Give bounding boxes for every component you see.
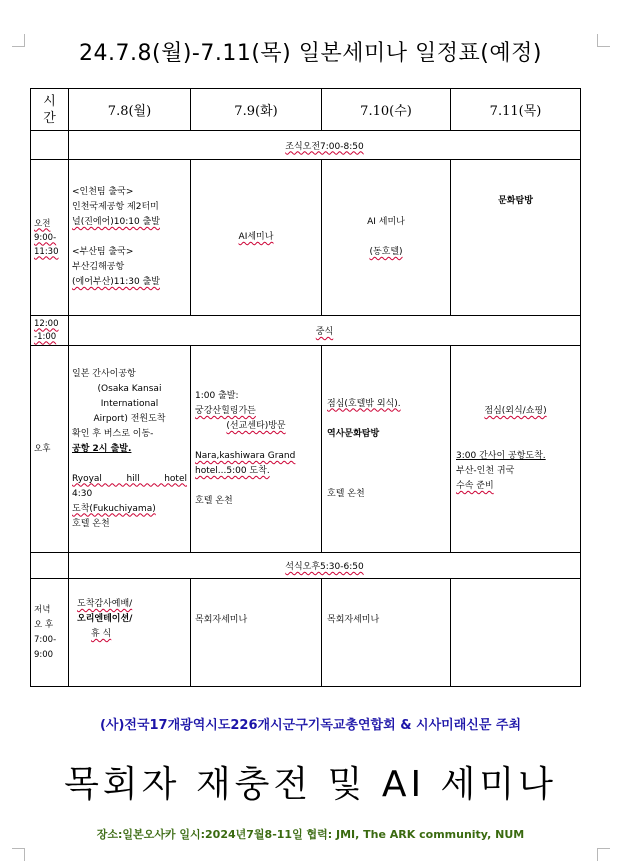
morning-day3-line: AI 세미나: [367, 217, 405, 227]
afternoon-day4-line: 부산-인천 귀국: [456, 466, 515, 476]
morning-day3: [322, 160, 451, 316]
evening-time: 저녁 오 후 7:00- 9:00: [31, 579, 69, 687]
afternoon-day2-line: (선교센타)방문: [226, 421, 286, 431]
afternoon-day3-line: [327, 457, 445, 472]
afternoon-day3-line: 역사문화탐방: [327, 428, 380, 439]
afternoon-day4-line: 3:00 간사이 공항도착.: [456, 451, 546, 461]
afternoon-day4: [451, 346, 581, 553]
afternoon-day3-line: [327, 412, 445, 427]
morning-day1-line: 부산김해공항: [72, 262, 125, 272]
morning-day3-line: [322, 230, 450, 245]
evening-day3-text: 목회자세미나: [327, 615, 380, 625]
evening-day1: [69, 579, 191, 687]
document-title: 24.7.8(월)-7.11(목) 일본세미나 일정표(예정): [79, 41, 542, 66]
afternoon-day1-line: 호텔 온천: [72, 518, 110, 529]
morning-day2: [191, 160, 322, 316]
lunch-row: [31, 316, 581, 346]
afternoon-day1-line: Airport) 전원도착: [93, 413, 166, 424]
afternoon-day1-line: 일본 간사이공항: [72, 368, 136, 379]
evening-day1-line: 도착감사예배/: [77, 599, 133, 609]
day-header-3: 7.10(수): [322, 89, 451, 131]
afternoon-day3: [322, 346, 451, 553]
afternoon-day2-line: [195, 479, 317, 494]
morning-row: [31, 160, 581, 316]
time-header: 시 간: [31, 89, 69, 131]
morning-day2-text: AI세미나: [238, 232, 274, 242]
header-row: [31, 89, 581, 131]
schedule-table: [30, 88, 581, 687]
breakfast-label: 조식오전7:00-8:50: [285, 141, 364, 152]
lunch-label: 중식: [315, 327, 334, 337]
afternoon-row: [31, 346, 581, 553]
main-banner: 목회자 재충전 및 AI 세미나: [64, 764, 557, 805]
morning-day1-line: 널(진에어)10:10 출발: [72, 217, 160, 227]
breakfast-time-cell: [31, 131, 69, 160]
afternoon-day1-line: 공항 2시 출발.: [72, 443, 132, 454]
afternoon-day2-line: hotel...5:00 도착.: [195, 466, 270, 476]
dinner-time-cell: [31, 553, 69, 579]
morning-day1-line: [72, 230, 187, 245]
morning-day1-line: 인천국제공항 제2터미: [72, 202, 159, 212]
day-header-4: 7.11(목): [451, 89, 581, 131]
crop-mark-bottom-left: [12, 848, 25, 861]
morning-day1-line: <부산팀 출국>: [72, 247, 134, 257]
morning-day1-line: <인천팀 출국>: [72, 187, 134, 197]
morning-day4: [451, 160, 581, 316]
dinner-cell: [69, 553, 581, 579]
afternoon-day2-line: 궁강산힐링가든: [195, 406, 256, 416]
morning-day3-line: (동호텔): [369, 247, 403, 257]
evening-day2-text: 목회자세미나: [195, 615, 248, 625]
afternoon-day4-line: [456, 434, 575, 449]
lunch-time-text: 12:00 -1:00: [34, 318, 59, 342]
crop-mark-bottom-right: [597, 848, 610, 861]
evening-day3: [322, 579, 451, 687]
day-header-2: 7.9(화): [191, 89, 322, 131]
evening-row: [31, 579, 581, 687]
morning-time-text: 오전 9:00- 11:30: [34, 218, 59, 257]
lunch-time: [31, 316, 69, 346]
footer-info: 장소:일본오사카 일시:2024년7월8-11일 협력: JMI, The ARK community, NUM: [96, 828, 525, 841]
afternoon-day4-line: [456, 419, 575, 434]
afternoon-day3-line: [327, 472, 445, 487]
afternoon-day2-line: 호텔 온천: [195, 496, 233, 506]
afternoon-time: 오후: [31, 346, 69, 553]
afternoon-day3-line: 점심(호텔밖 외식).: [327, 398, 401, 409]
afternoon-day4-line: 점심(외식/쇼핑): [484, 406, 547, 416]
afternoon-day2-line: Nara,kashiwara Grand: [195, 451, 296, 461]
afternoon-day3-line: 호텔 온천: [327, 488, 365, 499]
evening-day1-line: 휴 식: [91, 629, 112, 639]
afternoon-day1-line: 확인 후 버스로 이동-: [72, 428, 154, 439]
dinner-label: 석식오후5:30-6:50: [285, 562, 364, 572]
afternoon-day2: [191, 346, 322, 553]
organizer-line: (사)전국17개광역시도226개시군구기독교총연합회 & 시사미래신문 주최: [99, 718, 522, 733]
evening-day4: [451, 579, 581, 687]
afternoon-day1-line: (Osaka Kansai: [97, 383, 162, 394]
evening-day2: [191, 579, 322, 687]
afternoon-day1-line: 4:30: [72, 488, 93, 499]
morning-day4-text: 문화탐방: [498, 196, 533, 206]
afternoon-day3-line: [327, 442, 445, 457]
afternoon-day1-line: [72, 457, 187, 472]
afternoon-day2-line: 1:00 출발:: [195, 391, 239, 401]
morning-time: [31, 160, 69, 316]
afternoon-day1-line: Ryoyal hill hotel: [72, 473, 187, 484]
evening-day1-line: 오리엔테이션/: [77, 614, 133, 624]
dinner-row: [31, 553, 581, 579]
afternoon-day2-line: [195, 434, 317, 449]
afternoon-day1-line: International: [100, 398, 159, 409]
afternoon-day1-line: 도착(Fukuchiyama): [72, 503, 156, 514]
morning-day1: [69, 160, 191, 316]
day-header-1: 7.8(월): [69, 89, 191, 131]
morning-day1-line: (에어부산)11:30 출발: [72, 277, 160, 287]
breakfast-row: [31, 131, 581, 160]
lunch-cell: [69, 316, 581, 346]
breakfast-cell: [69, 131, 581, 160]
afternoon-day4-line: 수속 준비: [456, 481, 494, 491]
afternoon-day1: [69, 346, 191, 553]
